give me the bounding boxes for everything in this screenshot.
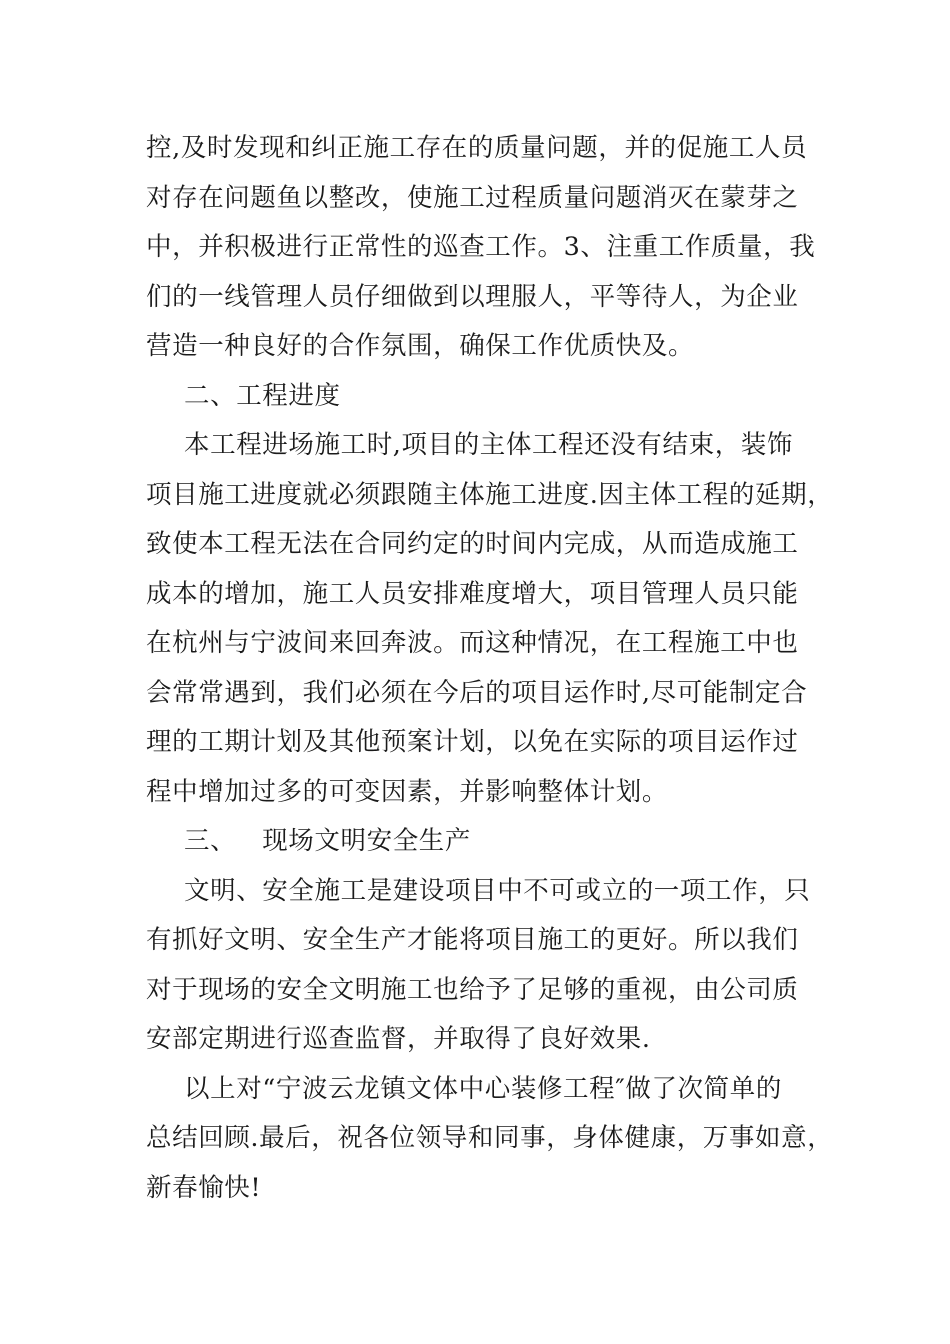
text-line: 成本的增加，施工人员安排难度增大，项目管理人员只能 <box>146 578 799 609</box>
text-line: 以上对“宁波云龙镇文体中心装修工程″做了次简单的 <box>184 1073 782 1104</box>
paragraph-progress <box>146 421 834 817</box>
text-line: 理的工期计划及其他预案计划，以免在实际的项目运作过 <box>146 727 799 757</box>
heading-text: 现场文明安全生产 <box>262 826 472 856</box>
text-line: 项目施工进度就必须跟随主体施工进度.因主体工程的延期， <box>146 479 834 510</box>
text-line: 中，并积极进行正常性的巡查工作。3、注重工作质量，我 <box>146 232 816 262</box>
document-body <box>146 124 834 1213</box>
text-line: 控,及时发现和纠正施工存在的质量问题，并的促施工人员 <box>146 133 808 163</box>
text-line: 会常常遇到，我们必须在今后的项目运作时,尽可能制定合 <box>146 677 808 708</box>
text-line: 们的一线管理人员仔细做到以理服人，平等待人，为企业 <box>146 281 799 312</box>
text-line: 总结回顾.最后，祝各位领导和同事，身体健康，万事如意， <box>146 1123 834 1153</box>
paragraph-quality-control <box>146 124 826 372</box>
text-line: 文明、安全施工是建设项目中不可或立的一项工作，只 <box>184 875 811 906</box>
text-line: 本工程进场施工时,项目的主体工程还没有结束，装饰 <box>184 430 794 460</box>
text-line: 新春愉快! <box>146 1172 262 1203</box>
text-line: 有抓好文明、安全生产才能将项目施工的更好。所以我们 <box>146 925 799 955</box>
text-line: 在杭州与宁波间来回奔波。而这种情况，在工程施工中也 <box>146 628 799 658</box>
paragraph-safety <box>146 867 826 1065</box>
heading-number: 三、 <box>184 826 237 856</box>
text-line: 对存在问题鱼以整改，使施工过程质量问题消灭在蒙芽之 <box>146 182 799 213</box>
text-line: 程中增加过多的可变因素，并影响整体计划。 <box>146 776 669 807</box>
text-line: 营造一种良好的合作氛围，确保工作优质快及。 <box>146 331 695 361</box>
text-line: 安部定期进行巡查监督，并取得了良好效果. <box>146 1024 651 1054</box>
section-heading-progress: 二、工程进度 <box>184 380 341 411</box>
text-line: 致使本工程无法在合同约定的时间内完成，从而造成施工 <box>146 529 799 559</box>
paragraph-closing <box>146 1065 834 1214</box>
section-heading-safety <box>146 817 826 867</box>
text-line: 对于现场的安全文明施工也给予了足够的重视，由公司质 <box>146 974 799 1005</box>
